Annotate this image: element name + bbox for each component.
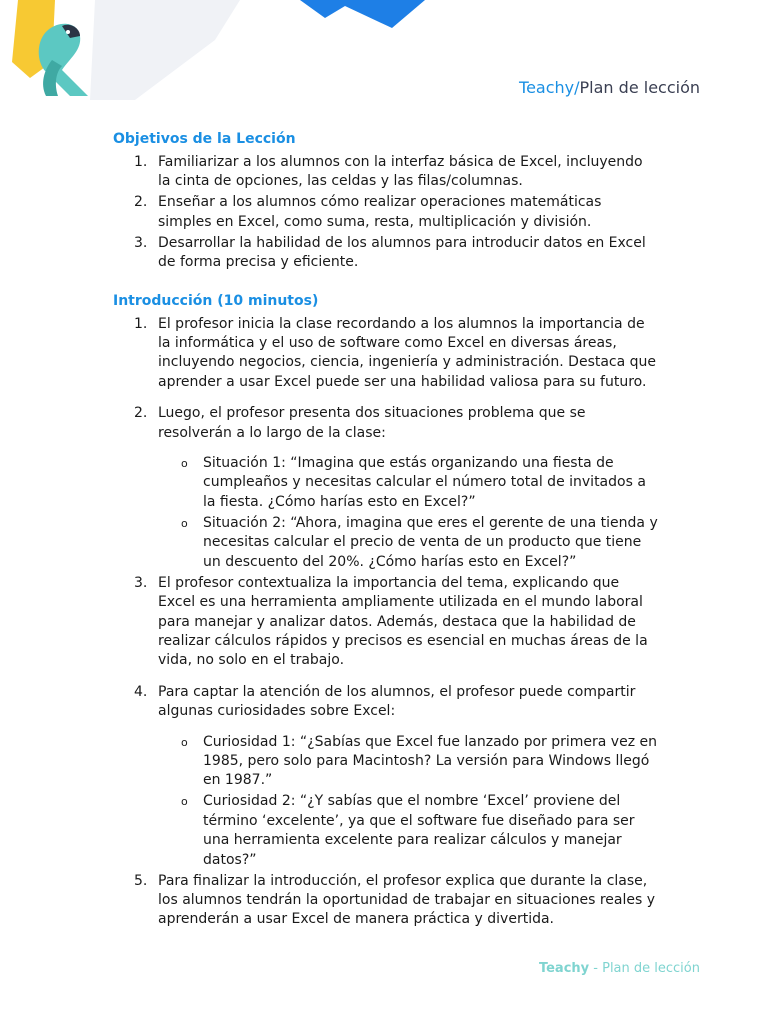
sub-list-item: o Curiosidad 1: “¿Sabías que Excel fue lanzado por primera vez en 1985, pero solo para Macintosh? La versión para Windows llegó en 1987.” — [181, 733, 657, 789]
list-item: 3. El profesor contextualiza la importancia del tema, explicando que Excel es una herramienta ampliamente utilizada en el mundo laboral para manejar y analizar datos. Además, destaca que la habilidad de realizar cálculos rápidos y precisos es esencial en muchas áreas de la vida, no solo en el trabajo. — [134, 574, 648, 669]
list-item: 4. Para captar la atención de los alumnos, el profesor puede compartir algunas curiosidades sobre Excel: o Curiosidad 1: “¿Sabías que Excel fue lanzado por primera vez en 1985, pero solo para Macintosh? La versión para Windows llegó en 1987.” o Curiosidad 2: “¿Y sabías que el nombre ‘Excel’ proviene del término ‘excelente’, ya que el software fue diseñado para ser una herramienta excelente para realizar cálculos y manejar datos?” — [113, 683, 658, 870]
header-decoration — [0, 0, 460, 100]
parrot-logo-icon — [12, 0, 88, 96]
list-item: 2. Luego, el profesor presenta dos situaciones problema que se resolverán a lo largo de la clase: o Situación 1: “Imagina que estás organizando una fiesta de cumpleaños y necesitas calcular el número total de invitados a la fiesta. ¿Cómo harías esto en Excel?” o Situación 2: “Ahora, imagina que eres el gerente de una tienda y necesitas calcular el precio de venta de un producto que tiene un descuento del 20%. ¿Cómo harías esto en Excel?” — [113, 404, 658, 572]
list-item: 2. Enseñar a los alumnos cómo realizar operaciones matemáticas simples en Excel, como suma, resta, multiplicación y división. — [134, 194, 602, 230]
objectives-list — [113, 153, 658, 273]
document-type: Plan de lección — [579, 78, 700, 97]
list-item: 5. Para finalizar la introducción, el profesor explica que durante la clase, los alumnos tendrán la oportunidad de trabajar en situaciones reales y aprenderán a usar Excel de manera práctica y divertida. — [134, 872, 656, 928]
sub-list-item: o Curiosidad 2: “¿Y sabías que el nombre ‘Excel’ proviene del término ‘excelente’, ya que el software fue diseñado para ser una herramienta excelente para realizar cálculos y manejar datos?” — [181, 793, 635, 868]
brand-name: Teachy/ — [519, 78, 580, 97]
curiosities-list — [158, 733, 658, 870]
blue-shape — [245, 0, 425, 28]
footer-brand: Teachy — [538, 961, 590, 976]
list-item: 1. Familiarizar a los alumnos con la interfaz básica de Excel, incluyendo la cinta de opciones, las celdas y las filas/columnas. — [134, 154, 643, 190]
footer-separator: - — [589, 961, 603, 976]
introduction-list — [113, 315, 658, 930]
footer-doc-type: Plan de lección — [602, 961, 700, 976]
grey-shape — [90, 0, 240, 100]
list-item: 1. El profesor inicia la clase recordando a los alumnos la importancia de la informática y el uso de software como Excel en diversas áreas, incluyendo negocios, ciencia, ingeniería y administración. Destaca que aprender a usar Excel puede ser una habilidad valiosa para su futuro. — [134, 315, 657, 390]
page-footer — [539, 961, 700, 976]
introduction-heading: Introducción (10 minutos) — [113, 292, 319, 309]
list-item: 3. Desarrollar la habilidad de los alumnos para introducir datos en Excel de forma precisa y eficiente. — [134, 234, 646, 271]
sub-list-item: o Situación 1: “Imagina que estás organizando una fiesta de cumpleaños y necesitas calcular el número total de invitados a la fiesta. ¿Cómo harías esto en Excel?” — [181, 455, 646, 510]
situations-list — [158, 454, 658, 572]
sub-list-item: o Situación 2: “Ahora, imagina que eres el gerente de una tienda y necesitas calcular el precio de venta de un producto que tiene un descuento del 20%. ¿Cómo harías esto en Excel?” — [181, 514, 658, 570]
lesson-content — [113, 130, 658, 931]
objectives-heading: Objetivos de la Lección — [113, 131, 296, 147]
header-brand — [519, 78, 700, 97]
